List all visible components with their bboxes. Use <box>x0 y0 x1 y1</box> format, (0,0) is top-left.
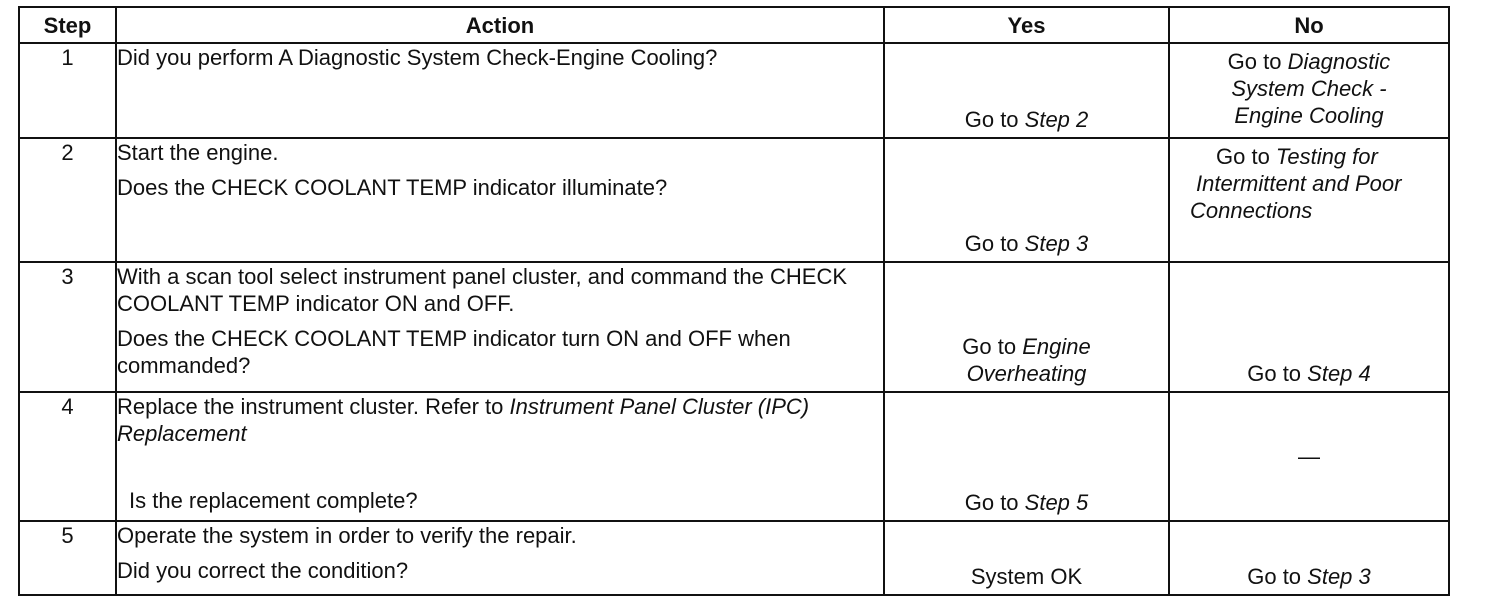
table-row <box>19 521 1449 595</box>
no-cell <box>1169 392 1449 521</box>
yes-link-line[interactable]: Engine <box>1022 334 1091 359</box>
action-cell <box>116 43 884 138</box>
diagnostic-table <box>18 6 1450 596</box>
yes-link[interactable]: Step 2 <box>1024 107 1089 132</box>
no-link-line[interactable]: Diagnostic <box>1287 49 1391 74</box>
no-link-line[interactable]: Testing for <box>1275 144 1378 169</box>
action-text <box>117 393 883 447</box>
step-number: 1 <box>19 43 116 138</box>
table-row <box>19 138 1449 262</box>
action-prefix: Replace the instrument cluster. Refer to <box>117 394 510 419</box>
action-cell <box>116 521 884 595</box>
yes-link[interactable]: Step 5 <box>1024 490 1089 515</box>
no-link[interactable]: Step 4 <box>1307 361 1371 386</box>
action-text: Did you perform A Diagnostic System Check-Engine Cooling? <box>117 45 718 70</box>
header-yes: Yes <box>884 7 1169 43</box>
action-cell <box>116 138 884 262</box>
action-question: Does the CHECK COOLANT TEMP indicator turn ON and OFF when commanded? <box>117 326 791 378</box>
step-number: 4 <box>19 392 116 521</box>
no-prefix: Go to <box>1247 361 1308 386</box>
yes-link-line[interactable]: Overheating <box>966 361 1087 386</box>
action-text: With a scan tool select instrument panel cluster, and command the CHECK COOLANT TEMP indicator ON and OFF. <box>117 264 848 316</box>
table-row <box>19 392 1449 521</box>
no-cell <box>1169 262 1449 392</box>
step-number: 5 <box>19 521 116 595</box>
action-text: Start the engine. <box>117 140 279 165</box>
no-prefix: Go to <box>1227 49 1288 74</box>
table-header-row <box>19 7 1449 43</box>
header-no: No <box>1169 7 1449 43</box>
header-step: Step <box>19 7 116 43</box>
no-prefix: Go to <box>1216 144 1276 169</box>
no-cell <box>1169 521 1449 595</box>
yes-cell <box>884 262 1169 392</box>
no-link-line[interactable]: Engine Cooling <box>1234 103 1384 128</box>
no-link-line[interactable]: Connections <box>1190 198 1313 223</box>
no-link-line[interactable]: System Check - <box>1231 76 1387 101</box>
no-link[interactable]: Step 3 <box>1307 564 1371 589</box>
header-action: Action <box>116 7 884 43</box>
action-cell <box>116 262 884 392</box>
no-cell <box>1169 138 1449 262</box>
yes-text: System OK <box>970 564 1083 589</box>
no-prefix: Go to <box>1247 564 1308 589</box>
step-number: 2 <box>19 138 116 262</box>
yes-prefix: Go to <box>962 334 1023 359</box>
yes-prefix: Go to <box>964 231 1025 256</box>
yes-cell <box>884 138 1169 262</box>
yes-prefix: Go to <box>964 107 1025 132</box>
yes-cell <box>884 43 1169 138</box>
action-question: Is the replacement complete? <box>129 488 418 513</box>
action-question: Did you correct the condition? <box>117 558 409 583</box>
yes-cell <box>884 392 1169 521</box>
yes-cell <box>884 521 1169 595</box>
step-number: 3 <box>19 262 116 392</box>
table-row <box>19 43 1449 138</box>
no-cell <box>1169 43 1449 138</box>
action-link[interactable]: Instrument Panel Cluster (IPC) Replacement <box>117 394 810 446</box>
action-question: Does the CHECK COOLANT TEMP indicator illuminate? <box>117 175 668 200</box>
no-link-line[interactable]: Intermittent and Poor <box>1196 171 1402 196</box>
action-text: Operate the system in order to verify the repair. <box>117 523 577 548</box>
table-row <box>19 262 1449 392</box>
no-dash: — <box>1298 444 1320 469</box>
yes-prefix: Go to <box>964 490 1025 515</box>
yes-link[interactable]: Step 3 <box>1024 231 1089 256</box>
action-cell <box>116 392 884 521</box>
